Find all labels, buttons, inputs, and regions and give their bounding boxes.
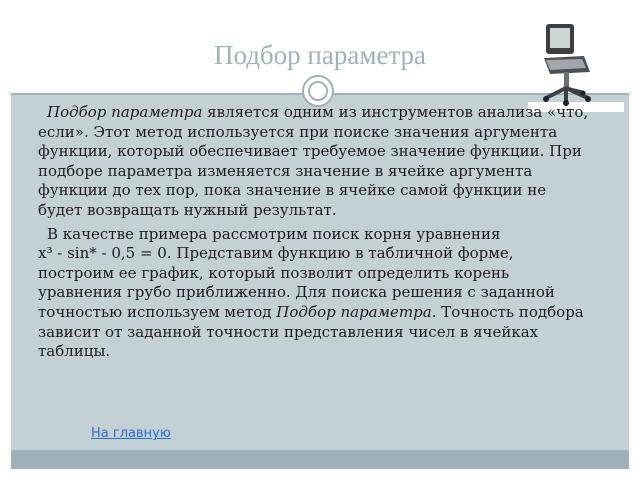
example-intro: В качестве примера рассмотрим поиск корня уравнения — [47, 224, 501, 243]
example-text: x³ - sin* - 0,5 = 0. Представим функцию в табличной форме, построим ее график, который позволит определить корень уравнения грубо приближенно. Для поиска решения с заданной точностью используем метод — [38, 244, 555, 321]
office-chair-icon — [528, 16, 624, 112]
definition-text: является одним из инструментов анализа «что, если». Этот метод используется при поиске значения аргумента функции, который обеспечивает требуемое значение функции. При подборе параметра изменяется значение в ячейке аргумента функции до тех пор, пока значение в ячейке самой функции не будет возвращать нужный результат. — [38, 103, 589, 219]
slide-body — [38, 103, 593, 362]
term-goal-seek-2: Подбор параметра. — [276, 302, 437, 321]
footer-bar — [11, 450, 629, 469]
slide-title: Подбор параметра — [213, 40, 427, 70]
term-goal-seek: Подбор параметра — [47, 103, 203, 121]
paragraph-example — [38, 225, 593, 362]
example-conclusion: Точность подбора зависит от заданной точности представления чисел в ячейках таблицы. — [38, 302, 584, 361]
paragraph-definition — [38, 103, 593, 221]
home-link[interactable]: На главную — [91, 426, 171, 441]
